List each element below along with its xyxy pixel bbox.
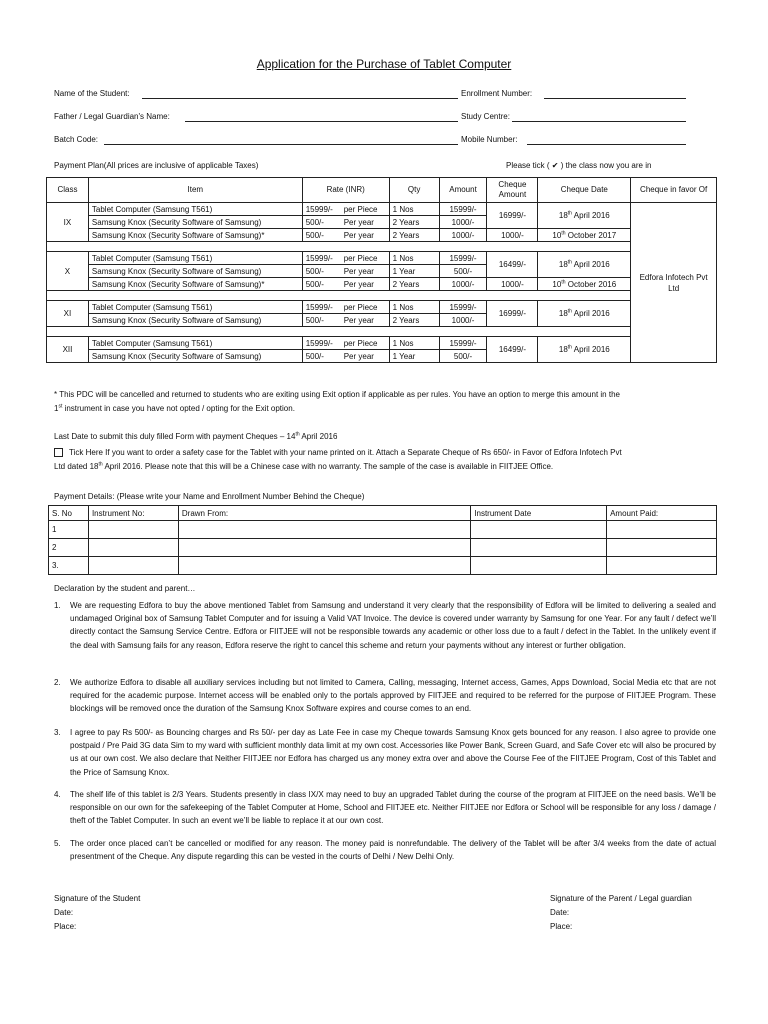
- qty-cell: 1 Year: [389, 265, 439, 278]
- rate-unit: Per year: [343, 351, 374, 361]
- amount-paid-input[interactable]: [607, 521, 717, 539]
- qty-cell: 2 Years: [389, 314, 439, 327]
- col-sno: S. No: [49, 506, 89, 521]
- payment-details-heading: Payment Details: (Please write your Name and Enrollment Number Behind the Cheque): [54, 492, 365, 501]
- sno-cell: 1: [49, 521, 89, 539]
- rate-unit: per Piece: [343, 338, 378, 348]
- declaration-number: 1.: [54, 601, 61, 610]
- payment-plan-heading: Payment Plan(All prices are inclusive of applicable Taxes): [54, 161, 259, 170]
- rate-value: 500/-: [305, 217, 324, 227]
- superscript: st: [58, 402, 63, 409]
- last-date-note: [54, 430, 337, 444]
- plan-row: [47, 203, 717, 216]
- spacer-row: [47, 291, 717, 301]
- col-qty: Qty: [389, 178, 439, 203]
- col-amount: Amount Paid:: [607, 506, 717, 521]
- amount-cell: 1000/-: [439, 314, 487, 327]
- cheque-date-cell: [538, 229, 631, 242]
- item-cell: Tablet Computer (Samsung T561): [88, 301, 302, 314]
- col-class: Class: [47, 178, 89, 203]
- col-cheque-date: Cheque Date: [538, 178, 631, 203]
- rate-unit: per Piece: [343, 204, 378, 214]
- item-cell: Samsung Knox (Security Software of Samsung): [88, 265, 302, 278]
- item-cell: Tablet Computer (Samsung T561): [88, 337, 302, 350]
- amount-cell: 15999/-: [439, 337, 487, 350]
- spacer-row: [47, 327, 717, 337]
- declaration-number: 4.: [54, 790, 61, 799]
- amount-cell: 15999/-: [439, 301, 487, 314]
- amount-cell: 1000/-: [439, 229, 487, 242]
- item-cell: Samsung Knox (Security Software of Samsung): [88, 350, 302, 363]
- student-name-field[interactable]: [142, 98, 458, 99]
- last-date-text: Last Date to submit this duly filled Form with payment Cheques – 14: [54, 432, 296, 441]
- rate-unit: per Piece: [343, 253, 378, 263]
- rate-cell: [302, 229, 389, 242]
- cheque-day: 18: [558, 211, 568, 220]
- pdc-note-line2: [54, 402, 718, 416]
- rate-unit: Per year: [343, 315, 374, 325]
- rate-value: 15999/-: [305, 253, 333, 263]
- last-date-month: April 2016: [299, 432, 338, 441]
- cheque-day: 18: [558, 345, 568, 354]
- rate-cell: [302, 301, 389, 314]
- declaration-text: The order once placed can’t be cancelled or modified for any reason. The money paid is nonrefundable. The delivery of the Tablet will be after 3/4 weeks from the date of actual presentment of the Cheque. Any dispute regarding this can be vested in the courts of Delhi / New Delhi Only.: [70, 839, 716, 862]
- rate-value: 15999/-: [305, 204, 333, 214]
- plan-row: [47, 252, 717, 265]
- amount-cell: 15999/-: [439, 203, 487, 216]
- superscript: th: [567, 308, 572, 315]
- safety-case-text: Tick Here If you want to order a safety case for the Tablet with your name printed on it. Attach a Separate Cheque of Rs 650/- in Favor of Edfora Infotech Pvt: [69, 448, 622, 457]
- spacer-row: [47, 242, 717, 252]
- amount-cell: 15999/-: [439, 252, 487, 265]
- superscript: th: [567, 210, 572, 217]
- guardian-name-field[interactable]: [185, 121, 458, 122]
- superscript: th: [98, 460, 103, 467]
- declaration-number: 3.: [54, 728, 61, 737]
- safety-case-checkbox[interactable]: [54, 448, 63, 457]
- pdc-note: [54, 388, 718, 415]
- rate-value: 500/-: [305, 230, 324, 240]
- amount-cell: 500/-: [439, 265, 487, 278]
- cheque-day: 18: [558, 260, 568, 269]
- safety-case-text-2: Ltd dated 18: [54, 461, 99, 471]
- col-item: Item: [88, 178, 302, 203]
- class-cell[interactable]: XI: [47, 301, 89, 327]
- declaration-text: We authorize Edfora to disable all auxiliary services including but not limited to Camera, Calling, messaging, Internet access, Games, Apps Download, Social Media etc that are not required for the academic purpose. Internet access will be enabled only to the portals approved by FIITJEE and required to be referred for the purpose of FIITJEE Program. These blockings will be removed once the duration of the Samsung Knox Software expires and course comes to an end.: [70, 678, 716, 714]
- guardian-name-label: Father / Legal Guardian's Name:: [54, 112, 170, 121]
- declaration-item: [54, 726, 716, 779]
- qty-cell: 1 Year: [389, 350, 439, 363]
- instrument-input[interactable]: [88, 539, 178, 557]
- declaration-item: [54, 837, 716, 863]
- qty-cell: 2 Years: [389, 229, 439, 242]
- class-cell[interactable]: X: [47, 252, 89, 291]
- drawn-from-input[interactable]: [178, 539, 470, 557]
- rate-cell: [302, 350, 389, 363]
- rate-cell: [302, 252, 389, 265]
- declaration-item: [54, 676, 716, 716]
- col-instrument: Instrument No:: [88, 506, 178, 521]
- item-cell: Samsung Knox (Security Software of Samsung): [88, 314, 302, 327]
- tick-class-instruction: Please tick ( ✔ ) the class now you are in: [506, 161, 652, 170]
- rate-unit: per Piece: [343, 302, 378, 312]
- rate-value: 500/-: [305, 315, 324, 325]
- payment-details-table: [48, 505, 717, 575]
- qty-cell: 1 Nos: [389, 337, 439, 350]
- parent-place-label: Place:: [550, 922, 573, 931]
- superscript: th: [295, 431, 300, 438]
- study-centre-field[interactable]: [512, 121, 686, 122]
- cheque-month: October 2016: [565, 279, 617, 289]
- pdc-note-line1: * This PDC will be cancelled and returned to students who are exiting using Exit option if applicable as per rules. You have an option to merge this amount in the: [54, 390, 620, 399]
- rate-cell: [302, 203, 389, 216]
- drawn-from-input[interactable]: [178, 521, 470, 539]
- enrollment-number-field[interactable]: [544, 98, 686, 99]
- cheque-amount-cell: 16499/-: [487, 337, 538, 363]
- superscript: th: [561, 229, 566, 236]
- payment-row: [49, 539, 717, 557]
- cheque-day: 10: [552, 279, 562, 289]
- payment-row: [49, 521, 717, 539]
- qty-cell: 1 Nos: [389, 203, 439, 216]
- declaration-item: [54, 788, 716, 828]
- cheque-month: October 2017: [565, 230, 617, 240]
- superscript: th: [561, 278, 566, 285]
- rate-value: 15999/-: [305, 302, 333, 312]
- rate-cell: [302, 314, 389, 327]
- rate-cell: [302, 265, 389, 278]
- declaration-heading: Declaration by the student and parent…: [54, 584, 196, 593]
- cheque-amount-cell: 1000/-: [487, 278, 538, 291]
- amount-cell: 1000/-: [439, 216, 487, 229]
- favor-cell: Edfora Infotech Pvt Ltd: [631, 203, 717, 363]
- item-cell: Tablet Computer (Samsung T561): [88, 203, 302, 216]
- col-amount: Amount: [439, 178, 487, 203]
- cheque-amount-cell: 16999/-: [487, 203, 538, 229]
- cheque-date-cell: [538, 252, 631, 278]
- plan-row: [47, 229, 717, 242]
- rate-value: 500/-: [305, 351, 324, 361]
- col-favor: Cheque in favor Of: [631, 178, 717, 203]
- cheque-month: April 2016: [571, 345, 610, 354]
- plan-row: [47, 301, 717, 314]
- rate-cell: [302, 216, 389, 229]
- declaration-text: The shelf life of this tablet is 2/3 Years. Students presently in class IX/X may need to buy an upgraded Tablet during the course of the program at FIITJEE on the need basis. We’ll be responsible on our own for the safekeeping of the Tablet Computer at Home, School and FIITJEE etc. Neither FIITJEE nor Edfora or School will be responsible for any loss / damage / theft of the Tablet Computer. In such an event we’ll be liable to replace it at our own cost.: [70, 790, 716, 826]
- safety-case-option: [54, 446, 718, 473]
- item-cell: Samsung Knox (Security Software of Samsung)*: [88, 278, 302, 291]
- parent-date-label: Date:: [550, 908, 570, 917]
- amount-cell: 500/-: [439, 350, 487, 363]
- cheque-month: April 2016: [571, 260, 610, 269]
- instrument-date-input[interactable]: [471, 557, 607, 575]
- student-name-label: Name of the Student:: [54, 89, 130, 98]
- plan-row: [47, 337, 717, 350]
- qty-cell: 2 Years: [389, 216, 439, 229]
- amount-paid-input[interactable]: [607, 539, 717, 557]
- rate-unit: Per year: [343, 266, 374, 276]
- class-cell[interactable]: IX: [47, 203, 89, 242]
- student-signature-label: Signature of the Student: [54, 894, 141, 903]
- mobile-number-label: Mobile Number:: [461, 135, 518, 144]
- study-centre-label: Study Centre:: [461, 112, 510, 121]
- cheque-amount-cell: 1000/-: [487, 229, 538, 242]
- drawn-from-input[interactable]: [178, 557, 470, 575]
- enrollment-number-label: Enrollment Number:: [461, 89, 533, 98]
- qty-cell: 1 Nos: [389, 301, 439, 314]
- rate-value: 15999/-: [305, 338, 333, 348]
- declaration-text: We are requesting Edfora to buy the above mentioned Tablet from Samsung and understand it very clearly that the responsibility of Edfora will be limited to delivering a sealed and undamaged Original box of Samsung Tablet Computer and for issuing a Valid VAT Invoice. The device is covered under warranty by Samsung for one Year. For any fault / defect we’ll directly contact the Samsung Service Centre. Edfora or FIITJEE will not be responsible towards any academic or other loss due to a fault / defect in the Tablet. In the unlikely event if the deal with Samsung fails for any reason, Edfora reserve the right to cancel this scheme and return your payments without any interest or further obligation.: [70, 601, 716, 650]
- cheque-month: April 2016: [571, 211, 610, 220]
- plan-row: [47, 278, 717, 291]
- item-cell: Samsung Knox (Security Software of Samsung)*: [88, 229, 302, 242]
- instrument-number: 1: [54, 403, 59, 413]
- amount-cell: 1000/-: [439, 278, 487, 291]
- cheque-amount-cell: 16999/-: [487, 301, 538, 327]
- col-cheque-amount: Cheque Amount: [487, 178, 538, 203]
- amount-paid-input[interactable]: [607, 557, 717, 575]
- pdc-note-line2-text: instrument in case you have not opted / opting for the Exit option.: [62, 403, 295, 413]
- declaration-number: 2.: [54, 678, 61, 687]
- superscript: th: [567, 344, 572, 351]
- rate-cell: [302, 337, 389, 350]
- sno-cell: 3.: [49, 557, 89, 575]
- rate-value: 500/-: [305, 266, 324, 276]
- cheque-date-cell: [538, 301, 631, 327]
- item-cell: Tablet Computer (Samsung T561): [88, 252, 302, 265]
- qty-cell: 1 Nos: [389, 252, 439, 265]
- rate-unit: Per year: [343, 279, 374, 289]
- item-cell: Samsung Knox (Security Software of Samsung): [88, 216, 302, 229]
- sno-cell: 2: [49, 539, 89, 557]
- rate-unit: Per year: [343, 230, 374, 240]
- parent-signature-label: Signature of the Parent / Legal guardian: [550, 894, 692, 903]
- cheque-month: April 2016: [571, 309, 610, 318]
- col-date: Instrument Date: [471, 506, 607, 521]
- instrument-date-input[interactable]: [471, 539, 607, 557]
- student-date-label: Date:: [54, 908, 74, 917]
- rate-value: 500/-: [305, 279, 324, 289]
- cheque-day: 18: [558, 309, 568, 318]
- instrument-input[interactable]: [88, 521, 178, 539]
- cheque-date-cell: [538, 278, 631, 291]
- cheque-day: 10: [552, 230, 562, 240]
- declaration-number: 5.: [54, 839, 61, 848]
- col-rate: Rate (INR): [302, 178, 389, 203]
- instrument-input[interactable]: [88, 557, 178, 575]
- cheque-date-cell: [538, 203, 631, 229]
- superscript: th: [567, 259, 572, 266]
- rate-cell: [302, 278, 389, 291]
- page-title: Application for the Purchase of Tablet Computer: [256, 57, 512, 71]
- class-cell[interactable]: XII: [47, 337, 89, 363]
- student-place-label: Place:: [54, 922, 77, 931]
- payment-plan-table: [46, 177, 717, 363]
- instrument-date-input[interactable]: [471, 521, 607, 539]
- cheque-amount-cell: 16499/-: [487, 252, 538, 278]
- payment-row: [49, 557, 717, 575]
- declaration-item: [54, 599, 716, 652]
- batch-code-label: Batch Code:: [54, 135, 99, 144]
- col-drawn: Drawn From:: [178, 506, 470, 521]
- batch-code-field[interactable]: [104, 144, 458, 145]
- declaration-text: I agree to pay Rs 500/- as Bouncing charges and Rs 50/- per day as Late Fee in case my Cheque towards Samsung Knox gets bounced for any reason. I also agree to provide one postpaid / Pre Paid 3G data Sim to my ward with sufficient monthly data limit at my own cost. Accessories like Power Bank, Screen Guard, and Safe Cover etc will also be procured by us at our own cost. We also declare that Neither FIITJEE nor Edfora has charged us any money extra over and above the Course Fee of the FIITJEE Program, Cost of this Tablet and the Price of Samsung Knox.: [70, 728, 716, 777]
- mobile-number-field[interactable]: [527, 144, 686, 145]
- cheque-date-cell: [538, 337, 631, 363]
- rate-unit: Per year: [343, 217, 374, 227]
- qty-cell: 2 Years: [389, 278, 439, 291]
- safety-case-text-3: April 2016. Please note that this will be a Chinese case with no warranty. The sample of the case is available in FIITJEE Office.: [102, 461, 554, 471]
